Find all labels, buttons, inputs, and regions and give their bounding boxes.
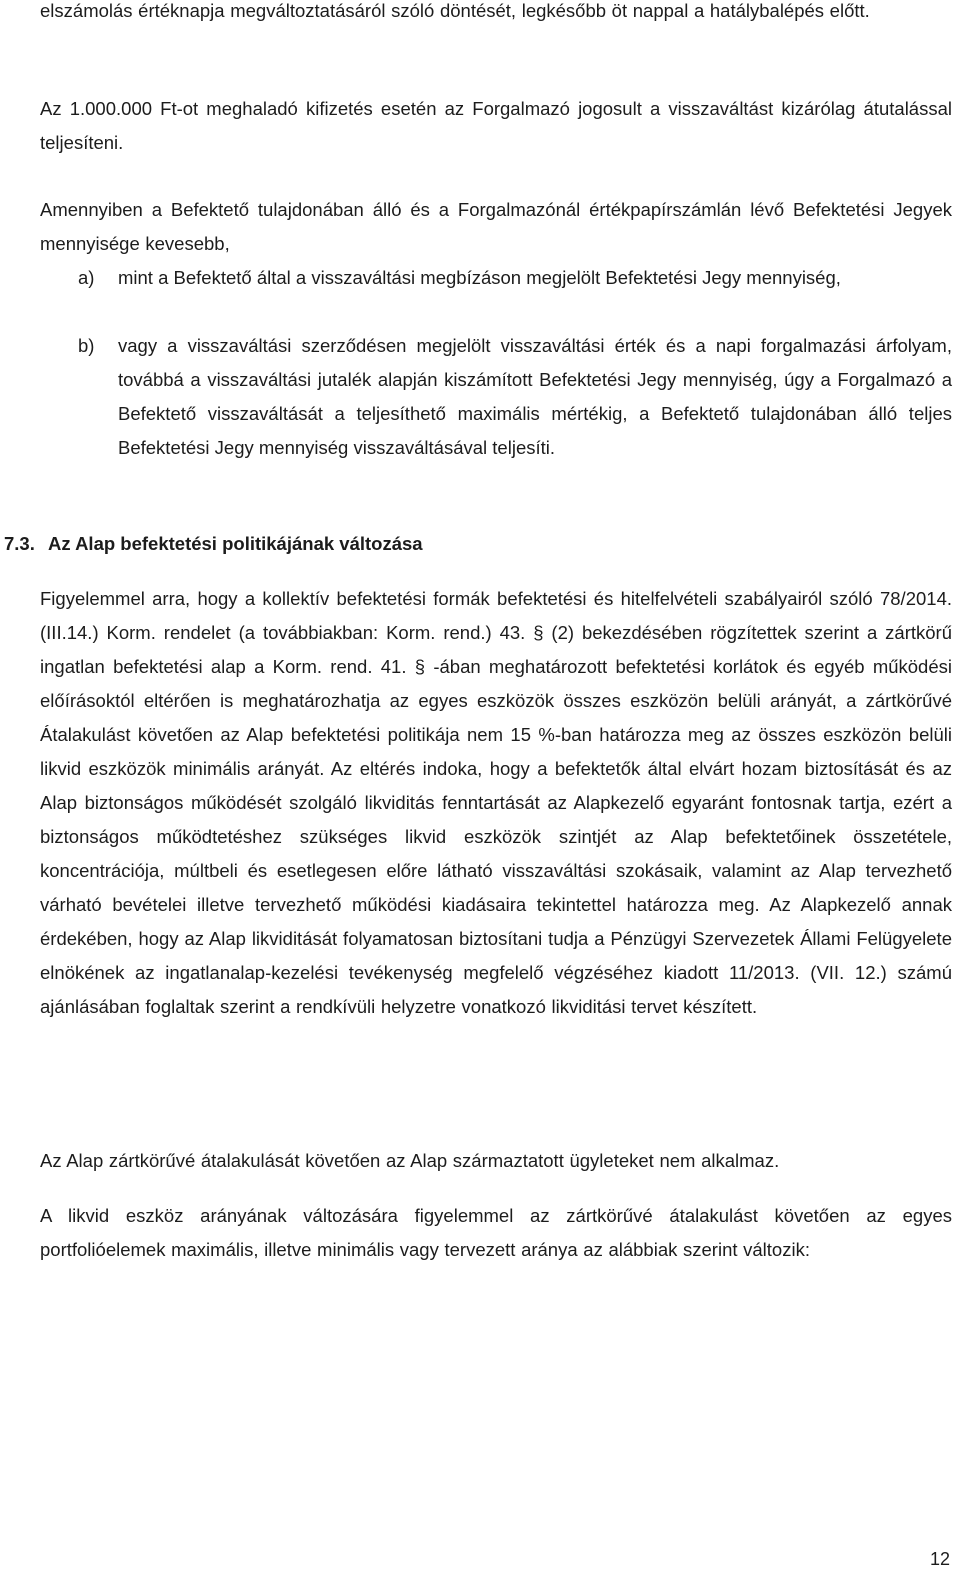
list-item-text: mint a Befektető által a visszaváltási megbízáson megjelölt Befektetési Jegy mennyiség, — [118, 267, 841, 288]
list-item-a — [78, 261, 952, 295]
page-number: 12 — [929, 1549, 950, 1569]
list-marker: a) — [78, 267, 95, 288]
section-number: 7.3. — [4, 533, 35, 554]
list-marker: b) — [78, 335, 95, 356]
list-item-text: vagy a visszaváltási szerződésen megjelölt visszaváltási érték és a napi forgalmazási árfolyam, továbbá a visszaváltási jutalék alapján kiszámított Befektetési Jegy mennyiség, úgy a Forgalmazó a Befektető visszaváltását a teljesíthető maximális mértékig, a Befektető tulajdonában álló teljes Befektetési Jegy mennyiség visszaváltásával teljesíti. — [118, 335, 952, 458]
paragraph-derivatives: Az Alap zártkörűvé átalakulását követően az Alap származtatott ügyleteket nem alkalmaz. — [40, 1150, 780, 1171]
paragraph-settlement-date: elszámolás értéknapja megváltoztatásáról szóló döntését, legkésőbb öt nappal a hatálybalépés előtt. — [40, 0, 870, 21]
section-title: Az Alap befektetési politikájának változása — [48, 533, 423, 554]
list-item-b — [78, 329, 952, 465]
paragraph-transfer-payment: Az 1.000.000 Ft-ot meghaladó kifizetés esetén az Forgalmazó jogosult a visszaváltást kizárólag átutalással teljesíteni. — [40, 98, 952, 153]
paragraph-investment-policy: Figyelemmel arra, hogy a kollektív befektetési formák befektetési és hitelfelvételi szabályairól szóló 78/2014. (III.14.) Korm. rendelet (a továbbiakban: Korm. rend.) 43. § (2) bekezdésében rögzítettek szerint a zártkörű ingatlan befektetési alap a Korm. rend. 41. § -ában meghatározott befektetési korlátok és egyéb működési előírásoktól eltérően is meghatározhatja az egyes eszközök összes eszközön belüli arányát, a zártkörűvé Átalakulást követően az Alap befektetési politikája nem 15 %-ban határozza meg az összes eszközön belüli likvid eszközök minimális arányát. Az eltérés indoka, hogy a befektetők által elvárt hozam biztosítását és az Alap biztonságos működését szolgáló likviditás fenntartását az Alapkezelő egyaránt fontosnak tartja, ezért a biztonságos működtetéshez szükséges likvid eszközök szintjét az Alap befektetőinek összetétele, koncentrációja, múltbeli és esetlegesen előre látható visszaváltási szokásaik, valamint az Alap tervezhető várható bevételei illetve tervezhető működési kiadásaira tekintettel határozza meg. Az Alapkezelő annak érdekében, hogy az Alap likviditását folyamatosan biztosítani tudja a Pénzügyi Szervezetek Állami Felügyelete elnökének az ingatlanalap-kezelési tevékenység megfelelő végzéséhez kiadott 11/2013. (VII. 12.) számú ajánlásában foglaltak szerint a rendkívüli helyzetre vonatkozó likviditási tervet készített. — [40, 588, 952, 1017]
paragraph-investor-units: Amennyiben a Befektető tulajdonában álló és a Forgalmazónál értékpapírszámlán lévő Befektetési Jegyek mennyisége kevesebb, — [40, 199, 952, 254]
paragraph-portfolio-ratios: A likvid eszköz arányának változására figyelemmel az zártkörűvé átalakulást követően az egyes portfolióelemek maximális, illetve minimális vagy tervezett aránya az alábbiak szerint változik: — [40, 1205, 952, 1260]
